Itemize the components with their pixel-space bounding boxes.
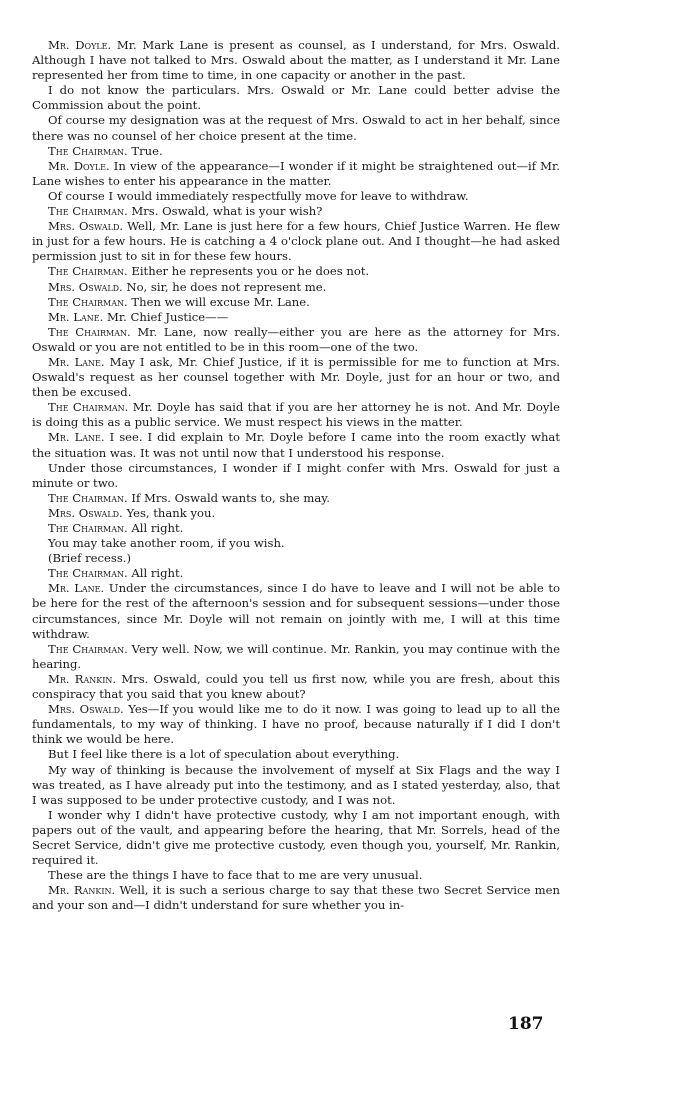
paragraph-text: Mr. Doyle has said that if you are her attorney he is not. And Mr. Doyle is doing this as a public service. We must respect his views in the matter. <box>32 400 561 430</box>
paragraph-text: Under the circumstances, since I do have to leave and I will not be able to be here for the rest of the afternoon's session and for subsequent sessions—under those circumstances, since Mr. Doyle will not remain on jointly with me, I will at this time withdraw. <box>32 581 560 641</box>
paragraph <box>32 506 560 521</box>
speaker-label: Mr. Lane. <box>48 581 105 596</box>
paragraph <box>32 310 560 325</box>
speaker-label: The Chairman. <box>48 566 128 581</box>
paragraph-text: Mr. Chief Justice—— <box>106 309 229 324</box>
paragraph-text: Well, Mr. Lane is just here for a few hours, Chief Justice Warren. He flew in just for a few hours. He is catching a 4 o'clock plane out. And I thought—he had asked permission just to sit in for these few hours. <box>32 219 561 264</box>
speaker-label: Mr. Doyle. <box>48 158 110 173</box>
paragraph-text: But I feel like there is a lot of speculation about everything. <box>48 747 400 762</box>
paragraph-text: Mr. Lane, now really—either you are here as the attorney for Mrs. Oswald or you are not entitled to be in this room—one of the two. <box>32 324 561 354</box>
speaker-label: The Chairman. <box>48 490 128 505</box>
paragraph-text: Yes—If you would like me to do it now. I was going to lead up to all the fundamentals, to my way of thinking. I have no proof, because naturally if I did I don't think we would be here. <box>32 702 560 747</box>
paragraph-text: Yes, thank you. <box>126 505 216 520</box>
paragraph-text: True. <box>131 143 163 158</box>
paragraph <box>32 204 560 219</box>
paragraph <box>32 219 560 264</box>
paragraph-text: Under those circumstances, I wonder if I might confer with Mrs. Oswald for just a minute or two. <box>32 460 560 490</box>
paragraph-text: Mrs. Oswald, could you tell us first now, while you are fresh, about this conspiracy that you said that you knew about? <box>32 671 560 702</box>
speaker-label: Mr. Lane. <box>48 354 105 369</box>
paragraph <box>32 400 560 430</box>
paragraph <box>32 868 560 883</box>
page-number: 187 <box>508 1014 544 1034</box>
paragraph-text: Mrs. Oswald, what is your wish? <box>131 204 323 219</box>
paragraph <box>32 521 560 536</box>
paragraph-text: I do not know the particulars. Mrs. Oswald or Mr. Lane could better advise the Commission about the point. <box>32 83 560 113</box>
paragraph <box>32 581 560 641</box>
paragraph <box>32 536 560 551</box>
paragraph <box>32 83 560 113</box>
paragraph-text: If Mrs. Oswald wants to, she may. <box>131 490 330 505</box>
paragraph-text: Of course I would immediately respectfully move for leave to withdraw. <box>48 188 469 203</box>
speaker-label: Mr. Rankin. <box>48 883 116 898</box>
paragraph <box>32 491 560 506</box>
paragraph <box>32 113 560 143</box>
paragraph <box>32 430 560 460</box>
speaker-label: Mr. Lane. <box>48 430 105 445</box>
speaker-label: The Chairman. <box>48 264 128 279</box>
speaker-label: The Chairman. <box>48 641 128 656</box>
paragraph-text: Either he represents you or he does not. <box>131 264 370 279</box>
paragraph-text: You may take another room, if you wish. <box>48 536 285 551</box>
speaker-label: The Chairman. <box>48 400 129 415</box>
paragraph <box>32 566 560 581</box>
paragraph-text: Well, it is such a serious charge to say that these two Secret Service men and your son and—I didn't understand for sure whether you in- <box>32 883 560 913</box>
speaker-label: Mrs. Oswald. <box>48 505 123 520</box>
speaker-label: The Chairman. <box>48 204 128 219</box>
paragraph <box>32 264 560 279</box>
speaker-label: Mr. Lane. <box>48 309 104 324</box>
speaker-label: Mrs. Oswald. <box>48 219 124 234</box>
paragraph <box>32 808 560 868</box>
paragraph-text: These are the things I have to face that to me are very unusual. <box>48 868 423 883</box>
paragraph-text: All right. <box>131 566 184 581</box>
paragraph-text: May I ask, Mr. Chief Justice, if it is permissible for me to function at Mrs. Oswald's request as her counsel together with Mr. Doyle, just for an hour or two, and then be excused. <box>32 354 560 400</box>
speaker-label: The Chairman. <box>48 143 128 158</box>
paragraph <box>32 461 560 491</box>
paragraph-text: I see. I did explain to Mr. Doyle before I came into the room exactly what the situation was. It was not until now that I understood his response. <box>32 430 560 460</box>
paragraph-text: Very well. Now, we will continue. Mr. Rankin, you may continue with the hearing. <box>32 641 561 671</box>
speaker-label: Mrs. Oswald. <box>48 279 123 294</box>
paragraph-text: My way of thinking is because the involvement of myself at Six Flags and the way I was treated, as I have already put into the testimony, and as I stated yesterday, also, that I was supposed to be under protective custody, and I was not. <box>32 762 560 807</box>
speaker-label: The Chairman. <box>48 294 128 309</box>
paragraph <box>32 159 560 189</box>
paragraph <box>32 883 560 913</box>
paragraph-text: All right. <box>131 521 184 535</box>
paragraph <box>32 280 560 295</box>
paragraph <box>32 763 560 808</box>
paragraph-text: I wonder why I didn't have protective custody, why I am not important enough, with papers out of the vault, and appearing before the hearing, that Mr. Sorrels, head of the Secret Service, didn't give me protective custody, even though you, yourself, Mr. Rankin, required it. <box>32 807 560 868</box>
speaker-label: Mr. Doyle. <box>48 38 112 52</box>
speaker-label: The Chairman. <box>48 521 128 535</box>
paragraph <box>32 551 560 566</box>
transcript-page <box>32 38 560 913</box>
paragraph <box>32 295 560 310</box>
paragraph <box>32 747 560 762</box>
paragraph-text: In view of the appearance—I wonder if it might be straightened out—if Mr. Lane wishes to enter his appearance in the matter. <box>32 158 560 188</box>
paragraph <box>32 144 560 159</box>
paragraph <box>32 325 560 355</box>
paragraph <box>32 38 560 83</box>
paragraph-text: Then we will excuse Mr. Lane. <box>131 294 310 309</box>
paragraph <box>32 702 560 747</box>
speaker-label: Mrs. Oswald. <box>48 702 124 717</box>
paragraph <box>32 642 560 672</box>
paragraph-text: (Brief recess.) <box>48 551 131 566</box>
paragraph-text: Mr. Mark Lane is present as counsel, as I understand, for Mrs. Oswald. Although I have not talked to Mrs. Oswald about the matter, as I understand it Mr. Lane represented her from time to time, in one capacity or another in the past. <box>32 38 560 83</box>
speaker-label: The Chairman. <box>48 324 131 339</box>
paragraph-text: Of course my designation was at the request of Mrs. Oswald to act in her behalf, since there was no counsel of her choice present at the time. <box>32 113 560 143</box>
paragraph-text: No, sir, he does not represent me. <box>126 279 327 294</box>
speaker-label: Mr. Rankin. <box>48 671 117 686</box>
paragraph <box>32 189 560 204</box>
paragraph <box>32 672 560 702</box>
paragraph <box>32 355 560 400</box>
